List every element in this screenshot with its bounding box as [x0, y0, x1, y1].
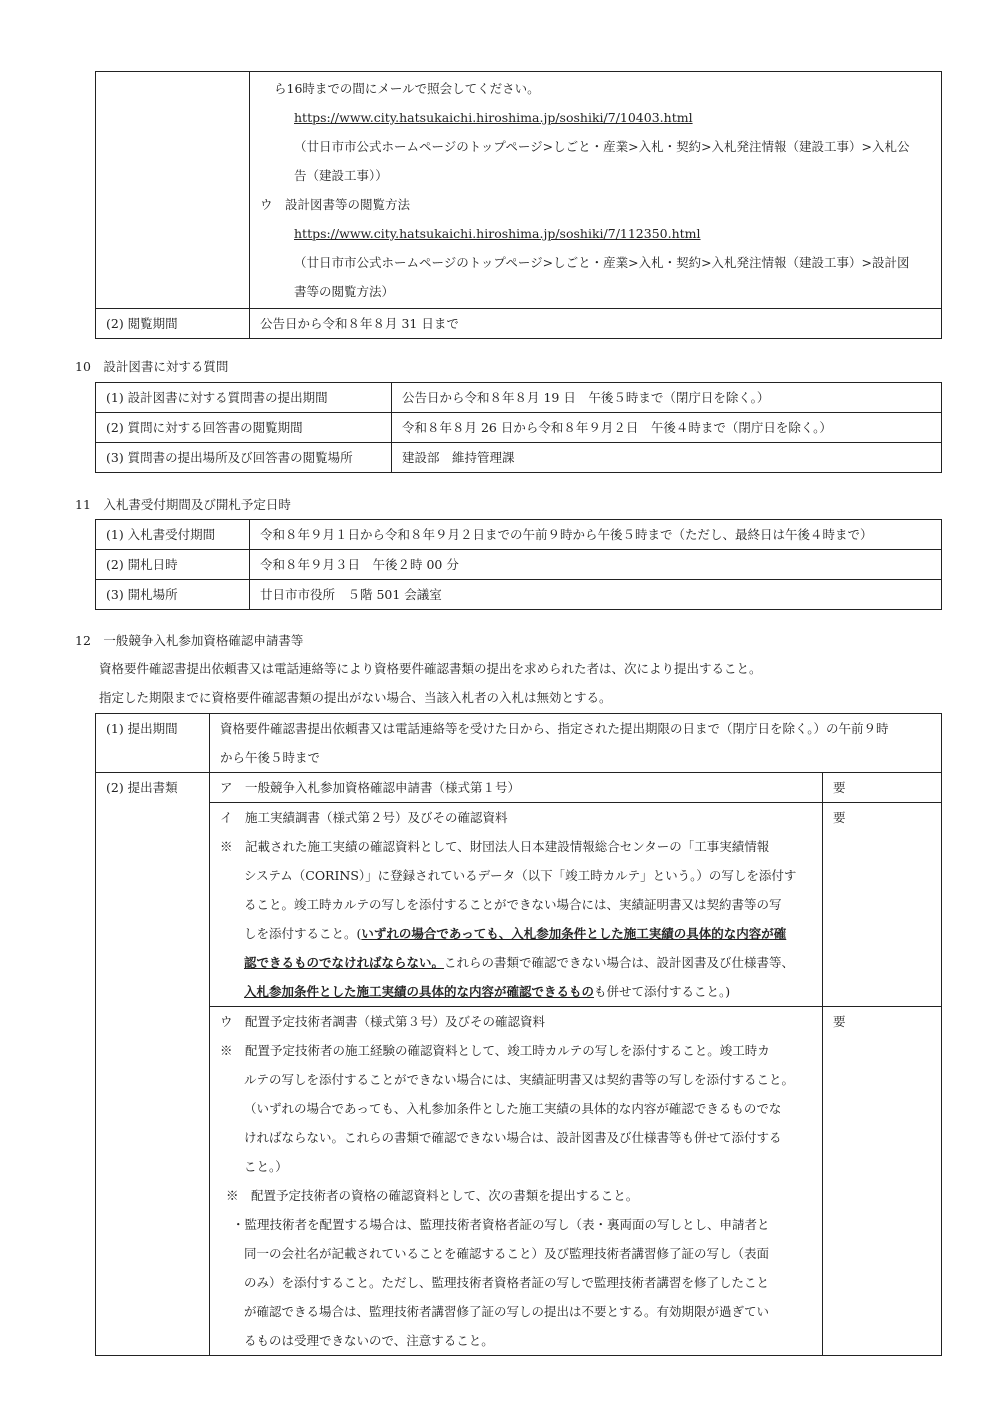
emphasis-text: 入札参加条件とした施工実績の具体的な内容が確認できるもの	[244, 984, 595, 999]
table-label: (1) 設計図書に対する質問書の提出期間	[96, 383, 392, 413]
table-label: (1) 提出期間	[96, 714, 210, 773]
doc-item-i	[210, 803, 823, 1007]
table-row	[96, 714, 942, 773]
section-heading-12: 12 一般競争入札参加資格確認申請書等	[75, 633, 304, 648]
doc-title: イ 施工実績調書（様式第２号）及びその確認資料	[220, 810, 508, 825]
table-value: 建設部 維持管理課	[392, 443, 942, 473]
table-row	[96, 383, 942, 413]
text-line	[220, 948, 812, 977]
table-row	[96, 550, 942, 580]
doc-item-u	[210, 1007, 823, 1356]
table-row	[96, 580, 942, 610]
text-fragment: これらの書類で確認できない場合は、設計図書及び仕様書等、	[444, 955, 795, 970]
text-line: ければならない。これらの書類で確認できない場合は、設計図書及び仕様書等も併せて添付する	[244, 1130, 782, 1145]
paragraph: 資格要件確認書提出依頼書又は電話連絡等により資格要件確認書類の提出を求められた者は、次により提出すること。	[99, 661, 762, 676]
table-label: (2) 質問に対する回答書の閲覧期間	[96, 413, 392, 443]
text-line: 同一の会社名が記載されていることを確認すること）及び監理技術者講習修了証の写し（表面	[244, 1246, 770, 1261]
text-line: 告（建設工事））	[294, 168, 388, 183]
text-line: 資格要件確認書提出依頼書又は電話連絡等を受けた日から、指定された提出期限の日まで（閉庁日を除く。）の午前９時	[220, 721, 889, 736]
text-line: ら16時までの間にメールで照会してください。	[274, 81, 540, 96]
table-row	[96, 1007, 942, 1356]
text-line: 書等の閲覧方法）	[294, 284, 395, 299]
table-value: 公告日から令和８年８月 31 日まで	[250, 309, 942, 339]
section-heading-10: 10 設計図書に対する質問	[75, 359, 229, 374]
text-line: （いずれの場合であっても、入札参加条件とした施工実績の具体的な内容が確認できるものでな	[244, 1101, 782, 1116]
text-line: こと。）	[244, 1159, 288, 1174]
table-row	[96, 803, 942, 1007]
table-value: 令和８年９月１日から令和８年９月２日までの午前９時から午後５時まで（ただし、最終日は午後４時まで）	[250, 520, 942, 550]
table-row	[96, 773, 942, 803]
table-cell-empty	[96, 72, 250, 309]
text-fragment: しを添付すること。(	[244, 926, 362, 941]
text-line: ルテの写しを添付することができない場合には、実績証明書又は契約書等の写しを添付すること。	[244, 1072, 795, 1087]
table-label: (2) 閲覧期間	[96, 309, 250, 339]
text-line: （廿日市市公式ホームページのトップページ>しごと・産業>入札・契約>入札発注情報（建設工事）>設計図	[294, 255, 910, 270]
required-mark: 要	[823, 1007, 942, 1356]
text-line: ウ 設計図書等の閲覧方法	[260, 197, 411, 212]
text-line: ※ 記載された施工実績の確認資料として、財団法人日本建設情報総合センターの「工事実績情報	[220, 839, 770, 854]
emphasis-text: いずれの場合であっても、入札参加条件とした施工実績の具体的な内容が確	[361, 926, 787, 941]
paragraph: 指定した期限までに資格要件確認書類の提出がない場合、当該入札者の入札は無効とする。	[99, 690, 612, 705]
table-label: (1) 入札書受付期間	[96, 520, 250, 550]
url-link-bid-notice[interactable]: https://www.city.hatsukaichi.hiroshima.jp/soshiki/7/10403.html	[294, 110, 693, 125]
table-row	[96, 309, 942, 339]
text-line: が確認できる場合は、監理技術者講習修了証の写しの提出は不要とする。有効期限が過ぎてい	[244, 1304, 770, 1319]
table-value: 令和８年９月３日 午後２時 00 分	[250, 550, 942, 580]
text-line: から午後５時まで	[220, 750, 321, 765]
table-viewing	[95, 71, 942, 339]
doc-item-a: ア 一般競争入札参加資格確認申請書（様式第１号）	[210, 773, 823, 803]
text-line: ※ 配置予定技術者の資格の確認資料として、次の書類を提出すること。	[226, 1188, 639, 1203]
table-label: (3) 質問書の提出場所及び回答書の閲覧場所	[96, 443, 392, 473]
section-heading-11: 11 入札書受付期間及び開札予定日時	[75, 497, 291, 512]
table-value: 廿日市市役所 ５階 501 会議室	[250, 580, 942, 610]
text-line: システム（CORINS）」に登録されているデータ（以下「竣工時カルテ」という。）の写しを添付す	[244, 868, 797, 883]
required-mark: 要	[823, 773, 942, 803]
doc-title: ウ 配置予定技術者調書（様式第３号）及びその確認資料	[220, 1014, 546, 1029]
emphasis-text: 認できるものでなければならない。	[244, 955, 445, 970]
text-line: ること。竣工時カルテの写しを添付することができない場合には、実績証明書又は契約書等の写	[244, 897, 782, 912]
table-value: 公告日から令和８年８月 19 日 午後５時まで（閉庁日を除く。）	[392, 383, 942, 413]
url-link-design-docs[interactable]: https://www.city.hatsukaichi.hiroshima.jp/soshiki/7/112350.html	[294, 226, 701, 241]
table-label: (3) 開札場所	[96, 580, 250, 610]
text-line: のみ）を添付すること。ただし、監理技術者資格者証の写しで監理技術者講習を修了したこと	[244, 1275, 770, 1290]
table-label: (2) 提出書類	[96, 773, 210, 1356]
table-row	[96, 520, 942, 550]
text-line: ※ 配置予定技術者の施工経験の確認資料として、竣工時カルテの写しを添付すること。竣工時カ	[220, 1043, 770, 1058]
table-row	[96, 443, 942, 473]
required-mark: 要	[823, 803, 942, 1007]
text-line: （廿日市市公式ホームページのトップページ>しごと・産業>入札・契約>入札発注情報（建設工事）>入札公	[294, 139, 910, 154]
table-row	[96, 413, 942, 443]
text-line	[220, 919, 812, 948]
bullet-line: ・監理技術者を配置する場合は、監理技術者資格者証の写し（表・裏両面の写しとし、申請者と	[232, 1217, 770, 1232]
text-line	[220, 977, 812, 1006]
table-bidding	[95, 519, 942, 610]
table-questions	[95, 382, 942, 473]
text-fragment: も併せて添付すること。)	[594, 984, 731, 999]
table-label: (2) 開札日時	[96, 550, 250, 580]
table-documents	[95, 713, 942, 1356]
table-row	[96, 72, 942, 309]
table-value	[210, 714, 942, 773]
table-cell-viewing-method	[250, 72, 942, 309]
text-line: るものは受理できないので、注意すること。	[244, 1333, 494, 1348]
table-value: 令和８年８月 26 日から令和８年９月２日 午後４時まで（閉庁日を除く。）	[392, 413, 942, 443]
